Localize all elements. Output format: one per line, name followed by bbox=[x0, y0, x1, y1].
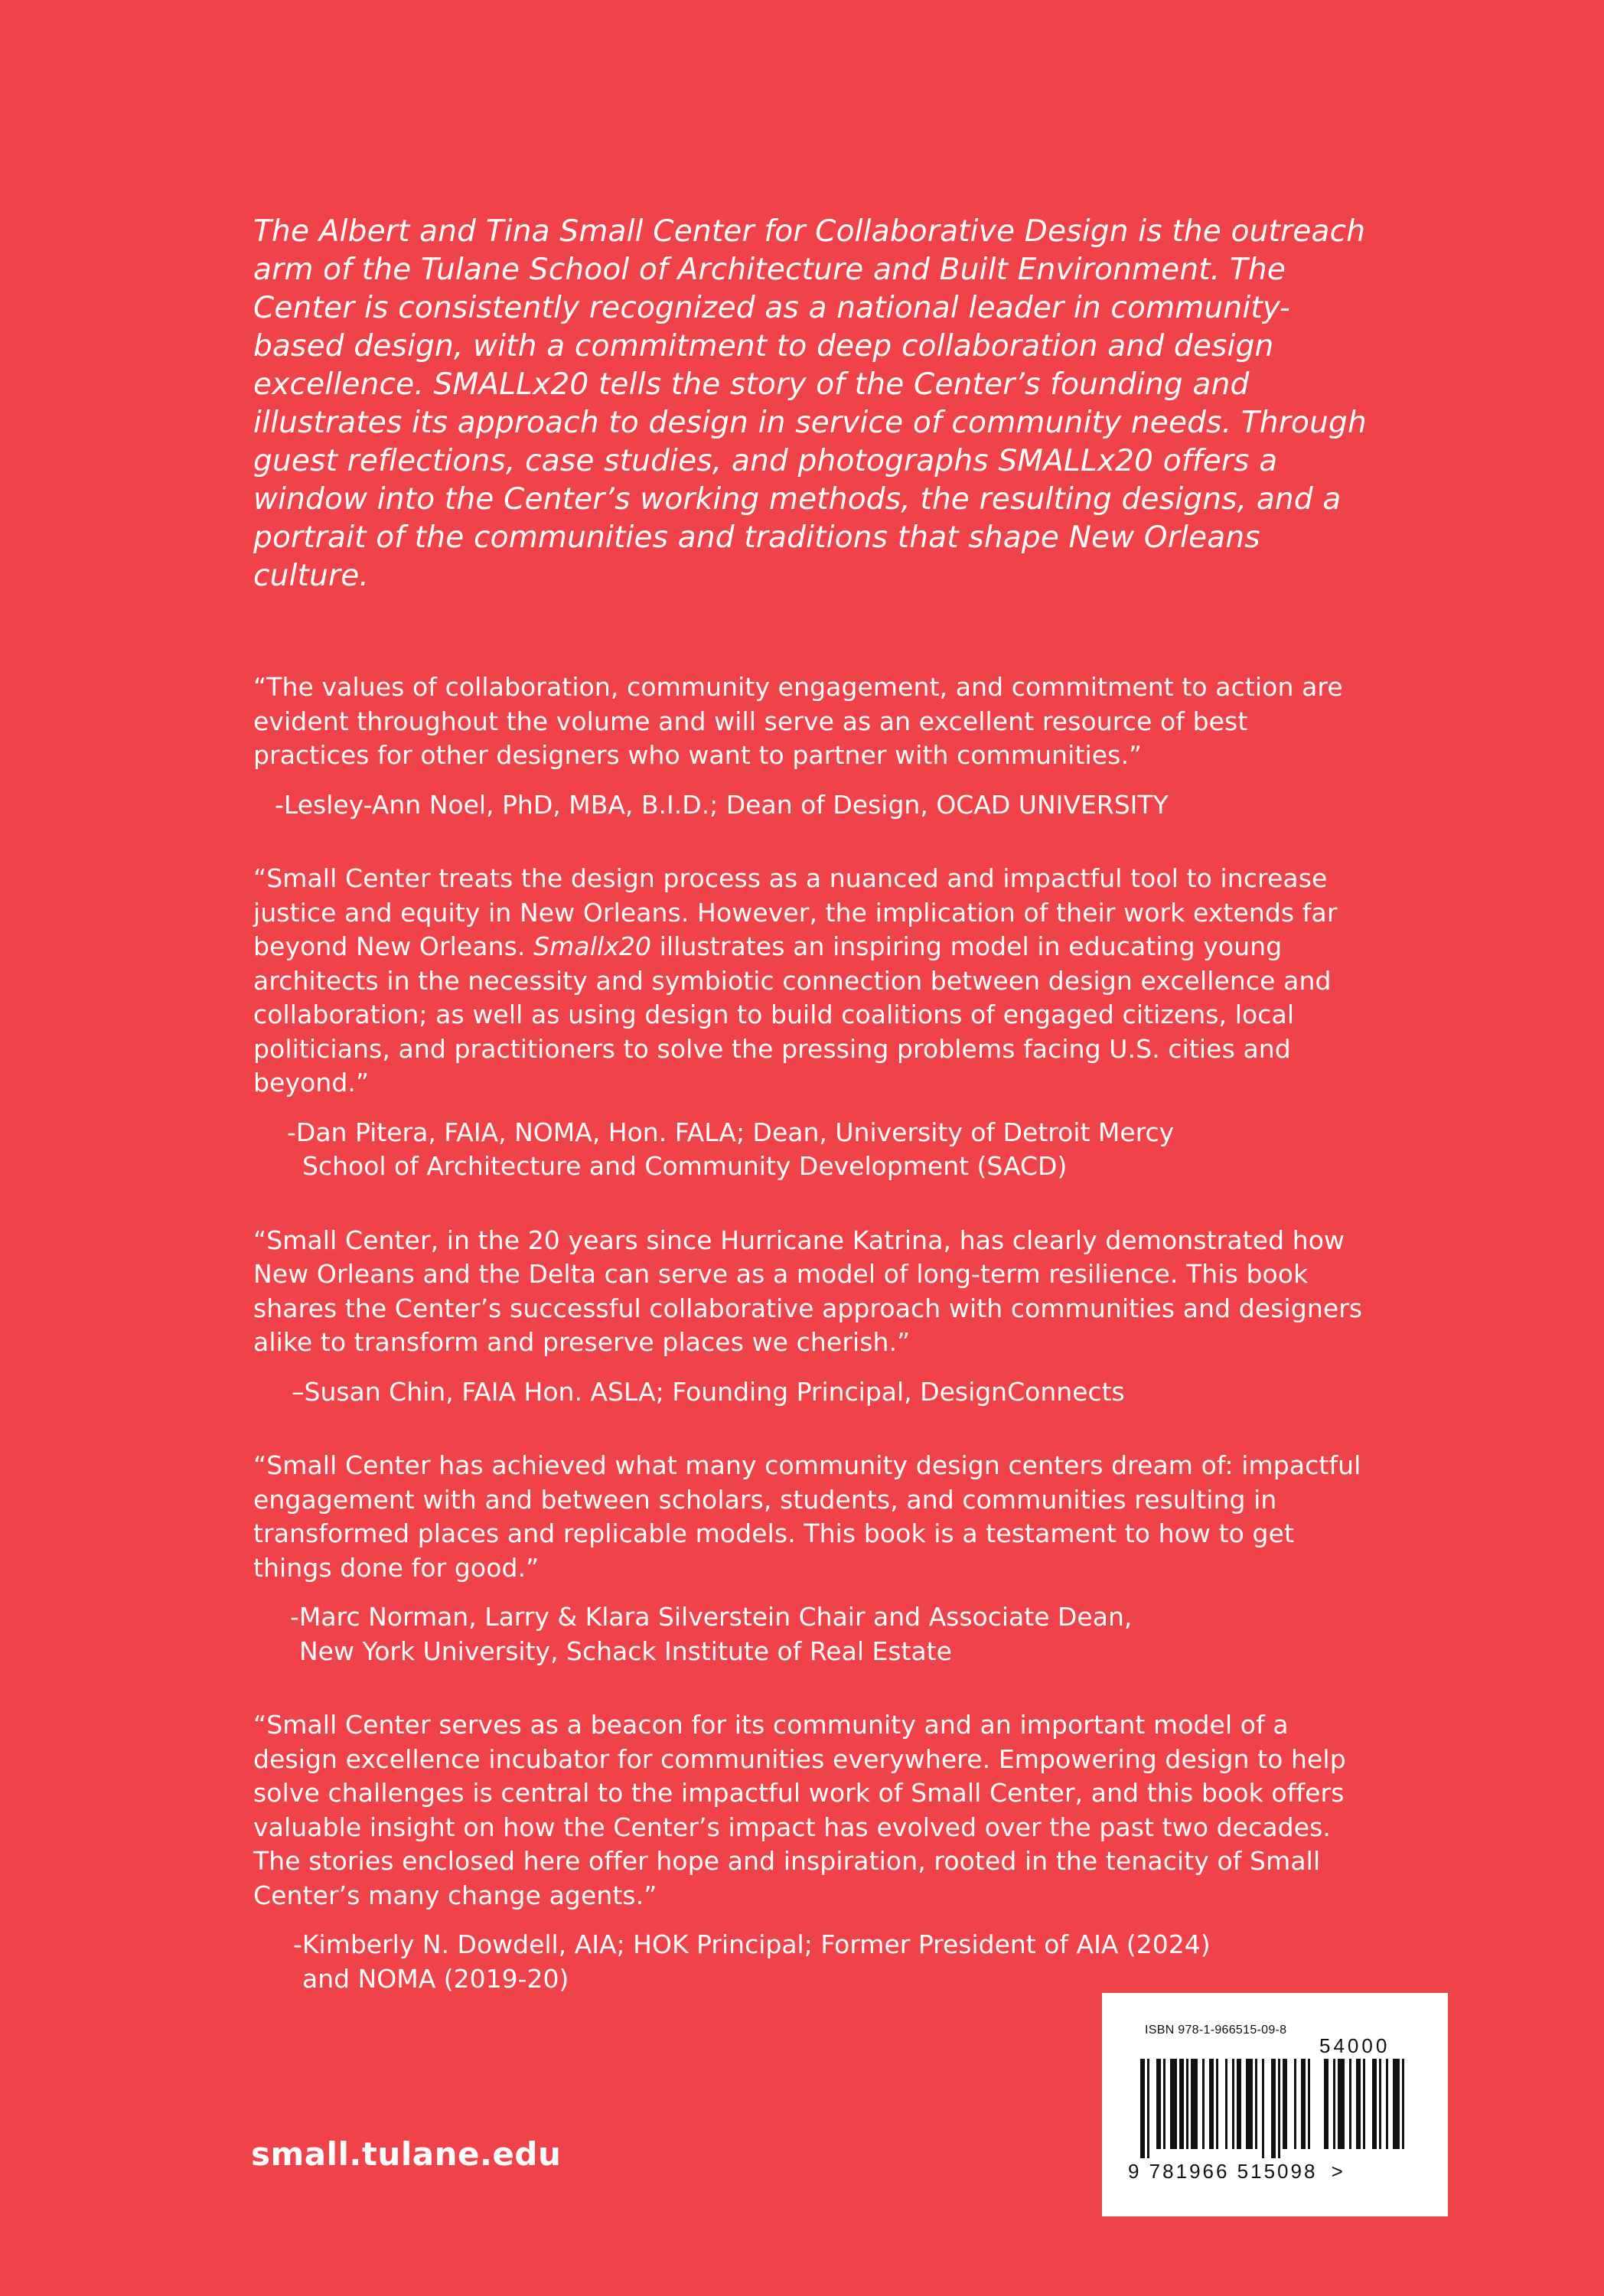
barcode-bar bbox=[1246, 2059, 1253, 2149]
barcode-bar bbox=[1255, 2059, 1257, 2149]
barcode-arrow: > bbox=[1331, 2160, 1345, 2183]
barcode-bar bbox=[1186, 2059, 1188, 2149]
barcode-bar bbox=[1294, 2059, 1296, 2149]
barcode-bars bbox=[1140, 2059, 1408, 2158]
barcode-addon-bar bbox=[1356, 2059, 1361, 2149]
barcode-bar bbox=[1156, 2059, 1161, 2149]
barcode-bar bbox=[1179, 2059, 1184, 2149]
book-description: The Albert and Tina Small Center for Collaborative Design is the outreach arm of the Tulane School of Architecture and Built Environment. The Center is consistently recognized as a national leader in community-based design, with a commitment to deep collaboration and design excellence. SMALLx20 tells the story of the Center’s founding and illustrates its approach to design in service of community needs. Through guest reflections, case studies, and photographs SMALLx20 offers a window into the Center’s working methods, the resulting designs, and a portrait of the communities and traditions that shape New Orleans culture. bbox=[253, 214, 1367, 593]
barcode-addon-bar bbox=[1324, 2059, 1329, 2149]
endorsement-noel bbox=[253, 670, 1371, 822]
endorsement-norman bbox=[253, 1449, 1371, 1668]
endorsement-quote: “Small Center, in the 20 years since Hurricane Katrina, has clearly demonstrated how New Orleans and the Delta can serve as a model of long-term resilience. This book shares the Center’s successful collaborative approach with communities and designers alike to transform and preserve places we cherish.” bbox=[253, 1225, 1363, 1357]
attribution-line: -Lesley-Ann Noel, PhD, MBA, B.I.D.; Dean of Design, OCAD UNIVERSITY bbox=[275, 789, 1169, 820]
barcode-bar bbox=[1209, 2059, 1214, 2149]
endorsement-attribution bbox=[253, 1375, 1371, 1410]
barcode-bar bbox=[1232, 2059, 1234, 2149]
endorsement-dowdell bbox=[253, 1708, 1371, 1996]
barcode-bar bbox=[1301, 2059, 1306, 2149]
barcode-bar bbox=[1283, 2059, 1287, 2149]
barcode-addon-bar bbox=[1363, 2059, 1365, 2149]
barcode-bar bbox=[1202, 2059, 1205, 2149]
endorsement-quote bbox=[253, 862, 1371, 1101]
endorsement-quote: “Small Center has achieved what many community design centers dream of: impactful engagement with and between scholars, students, and communities resulting in transformed places and replicable models. This book is a testament to how to get things done for good.” bbox=[253, 1450, 1361, 1583]
isbn-label: ISBN 978-1-966515-09-8 bbox=[1145, 2024, 1287, 2037]
isbn-digits bbox=[1128, 2160, 1345, 2183]
attribution-line: -Kimberly N. Dowdell, AIA; HOK Principal; Former President of AIA (2024) bbox=[293, 1929, 1211, 1959]
back-cover-content bbox=[253, 213, 1371, 2036]
endorsement-attribution bbox=[253, 788, 1371, 823]
barcode-bar bbox=[1147, 2059, 1149, 2158]
barcode-bar bbox=[1163, 2059, 1166, 2149]
barcode-bar bbox=[1191, 2059, 1198, 2149]
attribution-line: School of Architecture and Community Development (SACD) bbox=[302, 1151, 1068, 1181]
endorsement-quote: “The values of collaboration, community engagement, and commitment to action are evident throughout the volume and will serve as an excellent resource of best practices for other designers who want to partner with communities.” bbox=[253, 672, 1343, 770]
endorsement-attribution bbox=[253, 1116, 1371, 1184]
barcode-bar bbox=[1237, 2059, 1241, 2149]
barcode-addon-bar bbox=[1386, 2059, 1388, 2149]
endorsement-quote: “Small Center serves as a beacon for its community and an important model of a design excellence incubator for communities everywhere. Empowering design to help solve challenges is central to the impactful work of Small Center, and this book offers valuable insight on how the Center’s impact has evolved over the past two decades. The stories enclosed here offer hope and inspiration, rooted in the tenacity of Small Center’s many change agents.” bbox=[253, 1710, 1346, 1910]
endorsement-chin bbox=[253, 1224, 1371, 1410]
barcode-bar bbox=[1262, 2059, 1264, 2158]
price-code: 54000 bbox=[1319, 2034, 1390, 2057]
barcode-addon-bar bbox=[1333, 2059, 1335, 2149]
endorsement-pitera bbox=[253, 862, 1371, 1184]
attribution-line: and NOMA (2019-20) bbox=[302, 1963, 569, 1994]
attribution-line: –Susan Chin, FAIA Hon. ASLA; Founding Principal, DesignConnects bbox=[292, 1376, 1125, 1407]
barcode-addon-bar bbox=[1402, 2059, 1404, 2149]
barcode-addon-bar bbox=[1393, 2059, 1400, 2149]
book-title-emphasis: Smallx20 bbox=[533, 931, 652, 961]
attribution-line: -Marc Norman, Larry & Klara Silverstein Chair and Associate Dean, bbox=[290, 1602, 1133, 1632]
barcode-bar bbox=[1278, 2059, 1280, 2158]
website-url: small.tulane.edu bbox=[251, 2135, 562, 2173]
barcode-addon-bar bbox=[1349, 2059, 1351, 2149]
endorsement-attribution bbox=[253, 1600, 1371, 1668]
barcode-bar bbox=[1140, 2059, 1145, 2158]
barcode-addon-bar bbox=[1338, 2059, 1345, 2149]
barcode-bar bbox=[1271, 2059, 1276, 2158]
quote-text: “Small Center treats the design process as a nuanced and impactful tool to increase justice and equity in New Orleans. However, the implication of their work extends far beyond New Orleans. bbox=[253, 863, 1338, 961]
barcode-bar bbox=[1216, 2059, 1218, 2149]
attribution-line: -Dan Pitera, FAIA, NOMA, Hon. FALA; Dean, University of Detroit Mercy bbox=[287, 1117, 1175, 1147]
barcode-addon-bar bbox=[1379, 2059, 1381, 2149]
isbn-barcode bbox=[1102, 1993, 1448, 2216]
attribution-line: New York University, Schack Institute of Real Estate bbox=[299, 1636, 952, 1666]
endorsement-attribution bbox=[253, 1928, 1371, 1996]
barcode-addon-bar bbox=[1372, 2059, 1377, 2149]
barcode-digits: 9 781966 515098 bbox=[1128, 2160, 1318, 2183]
barcode-bar bbox=[1170, 2059, 1177, 2149]
barcode-bar bbox=[1225, 2059, 1227, 2149]
barcode-bar bbox=[1308, 2059, 1310, 2149]
quote-text: illustrates an inspiring model in educating young architects in the necessity and symbiotic connection between design excellence and collaboration; as well as using design to build coalitions of engaged citizens, local politicians, and practitioners to solve the pressing problems facing U.S. cities and beyond.” bbox=[253, 931, 1332, 1097]
